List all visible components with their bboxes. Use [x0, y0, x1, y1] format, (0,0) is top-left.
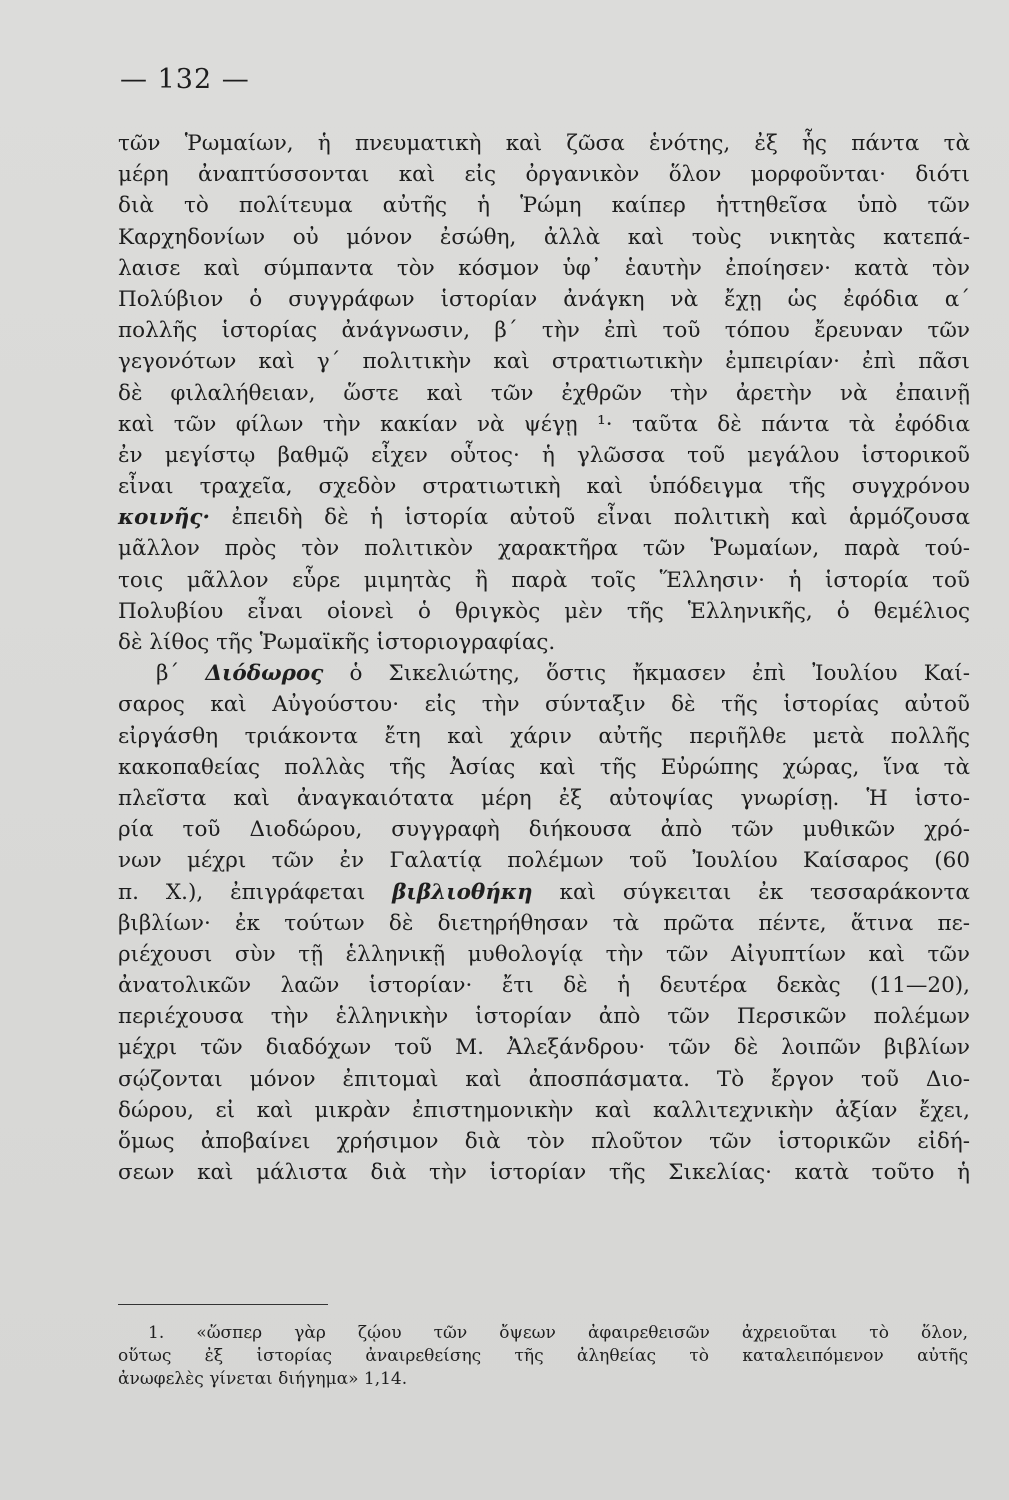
text-line: σαρος καὶ Αὐγούστου· εἰς τὴν σύνταξιν δὲ τῆς ἱστορίας αὐτοῦ	[118, 692, 970, 718]
text-line: σεων καὶ μάλιστα διὰ τὴν ἱστορίαν τῆς Σικελίας· κατὰ τοῦτο ἡ	[118, 1160, 970, 1186]
text-line-rest: ἐπειδὴ δὲ ἡ ἱστορία αὐτοῦ εἶναι πολιτικὴ καὶ ἁρμόζουσα	[231, 505, 970, 531]
text-line: μέρη ἀναπτύσσονται καὶ εἰς ὀργανικὸν ὅλον μορφοῦνται· διότι	[118, 162, 970, 188]
section-marker: β΄	[156, 661, 180, 687]
text-line-paragraph-end: δὲ λίθος τῆς Ῥωμαϊκῆς ἱστοριογραφίας.	[118, 630, 556, 655]
text-line: μέχρι τῶν διαδόχων τοῦ Μ. Ἀλεξάνδρου· τῶν δὲ λοιπῶν βιβλίων	[118, 1035, 970, 1061]
text-line: ἐν μεγίστῳ βαθμῷ εἶχεν οὗτος· ἡ γλῶσσα τοῦ μεγάλου ἱστορικοῦ	[118, 442, 970, 468]
footnote-line: οὕτως ἐξ ἱστορίας ἀναιρεθείσης τῆς ἀληθείας τὸ καταλειπόμενον αὐτῆς	[118, 1346, 968, 1366]
text-line-koines	[118, 502, 970, 533]
emphasis-diodoros: Διόδωρος	[205, 661, 324, 687]
emphasis-bibliotheke: βιβλιοθήκη	[392, 879, 533, 905]
emphasis-koines: κοινῆς·	[118, 505, 210, 531]
text-line: Πολύβιον ὁ συγγράφων ἱστορίαν ἀνάγκη νὰ ἔχῃ ὡς ἐφόδια α΄	[118, 286, 970, 312]
text-line-bibliotheke	[118, 877, 970, 908]
text-line: διὰ τὸ πολίτευμα αὐτῆς ἡ Ῥώμη καίπερ ἡττηθεῖσα ὑπὸ τῶν	[118, 193, 970, 219]
text-line: κακοπαθείας πολλὰς τῆς Ἀσίας καὶ τῆς Εὐρώπης χώρας, ἵνα τὰ	[118, 754, 970, 780]
footnote-line: ἀνωφελὲς γίνεται διήγημα» 1,14.	[118, 1369, 408, 1389]
text-line: πλεῖστα καὶ ἀναγκαιότατα μέρη ἐξ αὐτοψίας γνωρίσῃ. Ἡ ἱστο-	[118, 785, 970, 811]
footnote-line: 1. «ὥσπερ γὰρ ζῴου τῶν ὄψεων ἀφαιρεθεισῶν ἀχρειοῦται τὸ ὅλον,	[148, 1323, 968, 1343]
footnote-divider	[118, 1304, 328, 1305]
text-line: ἀνατολικῶν λαῶν ἱστορίαν· ἔτι δὲ ἡ δευτέρα δεκὰς (11—20),	[118, 973, 970, 999]
text-line: ριέχουσι σὺν τῇ ἑλληνικῇ μυθολογίᾳ τὴν τῶν Αἰγυπτίων καὶ τῶν	[118, 941, 970, 967]
text-line: νων μέχρι τῶν ἐν Γαλατίᾳ πολέμων τοῦ Ἰουλίου Καίσαρος (60	[118, 848, 970, 874]
text-line: γεγονότων καὶ γ΄ πολιτικὴν καὶ στρατιωτικὴν ἐμπειρίαν· ἐπὶ πᾶσι	[118, 349, 970, 375]
text-line: καὶ τῶν φίλων τὴν κακίαν νὰ ψέγῃ ¹· ταῦτα δὲ πάντα τὰ ἐφόδια	[118, 411, 970, 437]
text-line-mid: ἐπιγράφεται	[230, 879, 366, 905]
text-line-rest: καὶ σύγκειται ἐκ τεσσαράκοντα	[559, 879, 970, 905]
text-line: τοις μᾶλλον εὗρε μιμητὰς ἢ παρὰ τοῖς Ἕλλησιν· ἡ ἱστορία τοῦ	[118, 567, 970, 593]
text-line-diodoros	[118, 658, 970, 689]
text-line-start: π. Χ.),	[118, 879, 204, 905]
page-number: — 132 —	[120, 64, 250, 95]
text-line: δώρου, εἰ καὶ μικρὰν ἐπιστημονικὴν καὶ καλλιτεχνικὴν ἀξίαν ἔχει,	[118, 1097, 970, 1123]
text-line: ὅμως ἀποβαίνει χρήσιμον διὰ τὸν πλοῦτον τῶν ἱστορικῶν εἰδή-	[118, 1129, 970, 1154]
text-line: Πολυβίου εἶναι οἱονεὶ ὁ θριγκὸς μὲν τῆς Ἑλληνικῆς, ὁ θεμέλιος	[118, 598, 970, 624]
text-line: ρία τοῦ Διοδώρου, συγγραφὴ διήκουσα ἀπὸ τῶν μυθικῶν χρό-	[118, 817, 970, 843]
text-line: λαισε καὶ σύμπαντα τὸν κόσμον ὑφ᾿ ἑαυτὴν ἐποίησεν· κατὰ τὸν	[118, 255, 970, 281]
text-line: βιβλίων· ἐκ τούτων δὲ διετηρήθησαν τὰ πρῶτα πέντε, ἅτινα πε-	[118, 910, 970, 936]
body-text	[118, 128, 970, 1188]
text-line: Καρχηδονίων οὐ μόνον ἐσώθη, ἀλλὰ καὶ τοὺς νικητὰς κατεπά-	[118, 224, 970, 250]
footnote	[118, 1322, 968, 1391]
text-line: τῶν Ῥωμαίων, ἡ πνευματικὴ καὶ ζῶσα ἑνότης, ἐξ ἧς πάντα τὰ	[118, 131, 970, 156]
text-line: μᾶλλον πρὸς τὸν πολιτικὸν χαρακτῆρα τῶν Ῥωμαίων, παρὰ τού-	[118, 536, 970, 562]
text-line-rest: ὁ Σικελιώτης, ὅστις ἤκμασεν ἐπὶ Ἰουλίου Καί-	[349, 661, 970, 687]
text-line: δὲ φιλαλήθειαν, ὥστε καὶ τῶν ἐχθρῶν τὴν ἀρετὴν νὰ ἐπαινῇ	[118, 380, 970, 406]
text-line: πολλῆς ἱστορίας ἀνάγνωσιν, β΄ τὴν ἐπὶ τοῦ τόπου ἔρευναν τῶν	[118, 318, 970, 344]
text-line: εἶναι τραχεῖα, σχεδὸν στρατιωτικὴ καὶ ὑπόδειγμα τῆς συγχρόνου	[118, 474, 970, 500]
text-line: περιέχουσα τὴν ἑλληνικὴν ἱστορίαν ἀπὸ τῶν Περσικῶν πολέμων	[118, 1004, 970, 1030]
text-line: εἰργάσθη τριάκοντα ἔτη καὶ χάριν αὐτῆς περιῆλθε μετὰ πολλῆς	[118, 723, 970, 749]
text-line: σῴζονται μόνον ἐπιτομαὶ καὶ ἀποσπάσματα. Τὸ ἔργον τοῦ Διο-	[118, 1066, 970, 1092]
